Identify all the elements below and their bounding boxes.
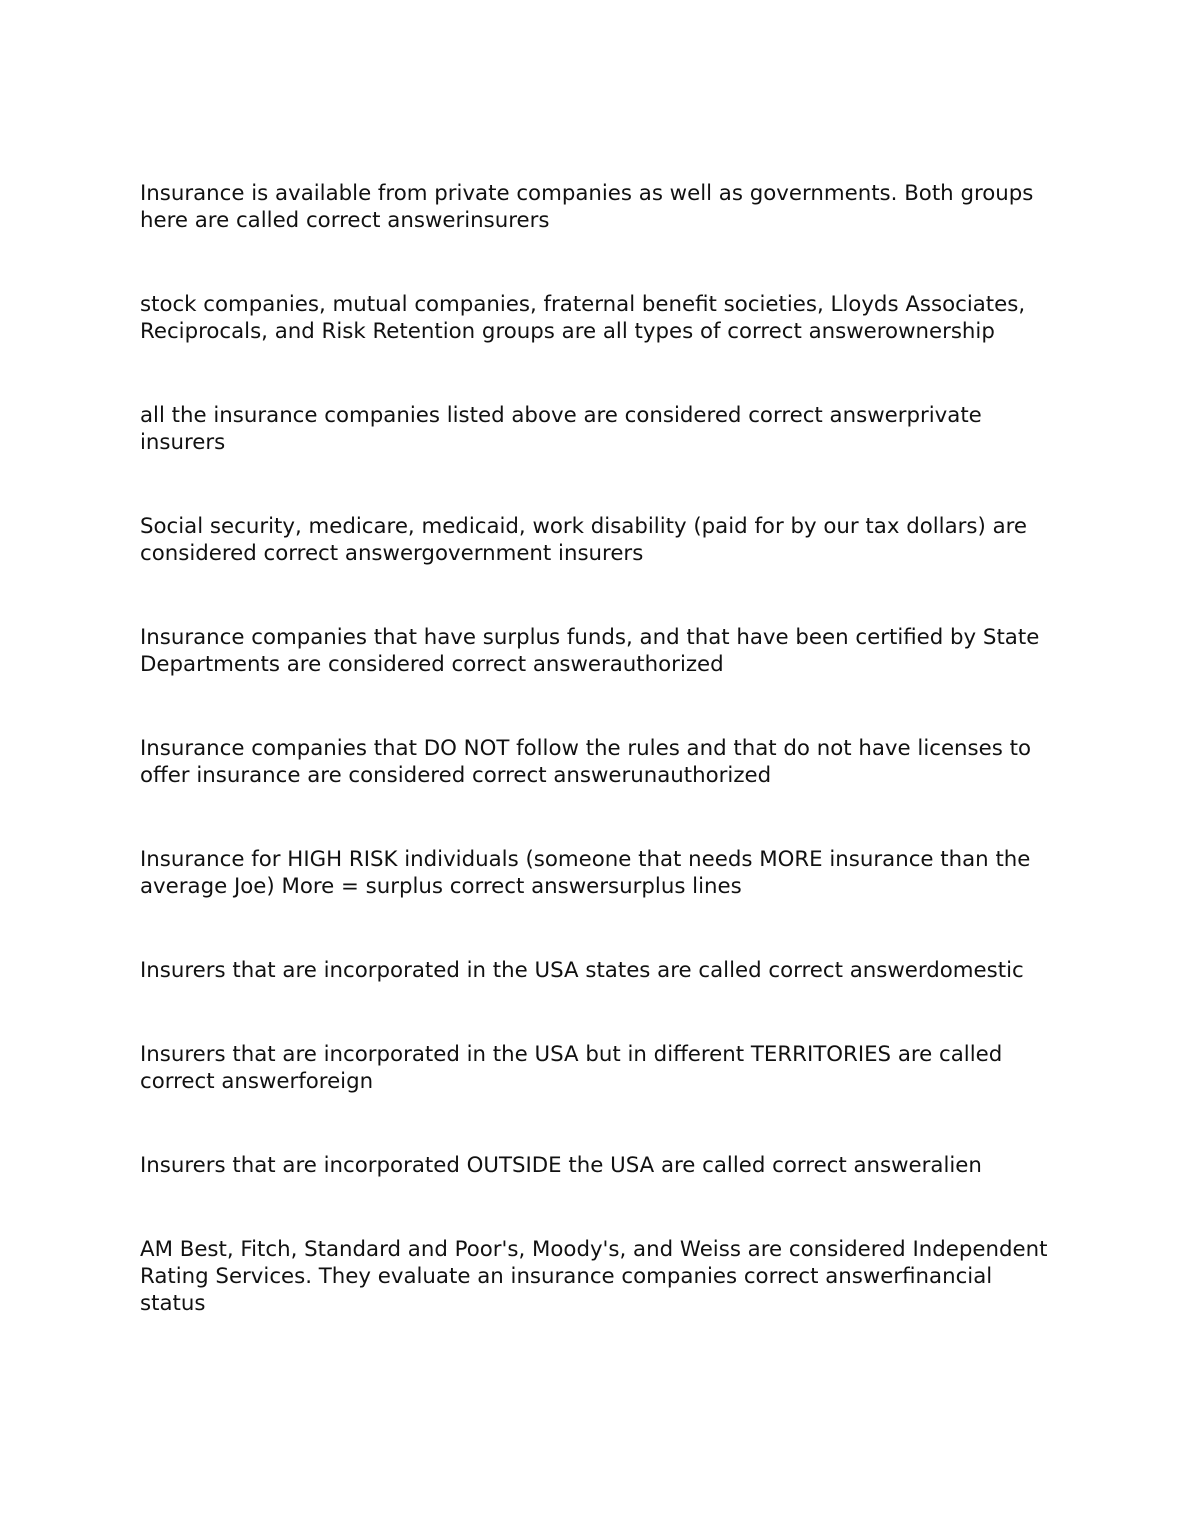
qa-paragraph-8: Insurers that are incorporated in the USA states are called correct answerdomestic	[140, 958, 1024, 983]
qa-paragraph-6: Insurance companies that DO NOT follow the rules and that do not have licenses to offer insurance are considered correct answerunauthorized	[140, 736, 1031, 788]
question-answer-list	[140, 180, 1060, 1374]
qa-paragraph-3: all the insurance companies listed above are considered correct answerprivate insurers	[140, 403, 982, 455]
qa-paragraph-11: AM Best, Fitch, Standard and Poor's, Moody's, and Weiss are considered Independent Rating Services. They evaluate an insurance companies correct answerfinancial status	[140, 1237, 1048, 1316]
qa-paragraph-7: Insurance for HIGH RISK individuals (someone that needs MORE insurance than the average Joe) More = surplus correct answersurplus lines	[140, 847, 1031, 899]
qa-paragraph-9: Insurers that are incorporated in the USA but in different TERRITORIES are called correct answerforeign	[140, 1042, 1003, 1094]
qa-paragraph-4: Social security, medicare, medicaid, work disability (paid for by our tax dollars) are considered correct answergovernment insurers	[140, 514, 1028, 566]
qa-paragraph-5: Insurance companies that have surplus funds, and that have been certified by State Departments are considered correct answerauthorized	[140, 625, 1040, 677]
qa-paragraph-1: Insurance is available from private companies as well as governments. Both groups here are called correct answerinsurers	[140, 181, 1034, 233]
qa-paragraph-2: stock companies, mutual companies, fraternal benefit societies, Lloyds Associates, Reciprocals, and Risk Retention groups are all types of correct answerownership	[140, 292, 1026, 344]
qa-paragraph-10: Insurers that are incorporated OUTSIDE the USA are called correct answeralien	[140, 1153, 982, 1178]
